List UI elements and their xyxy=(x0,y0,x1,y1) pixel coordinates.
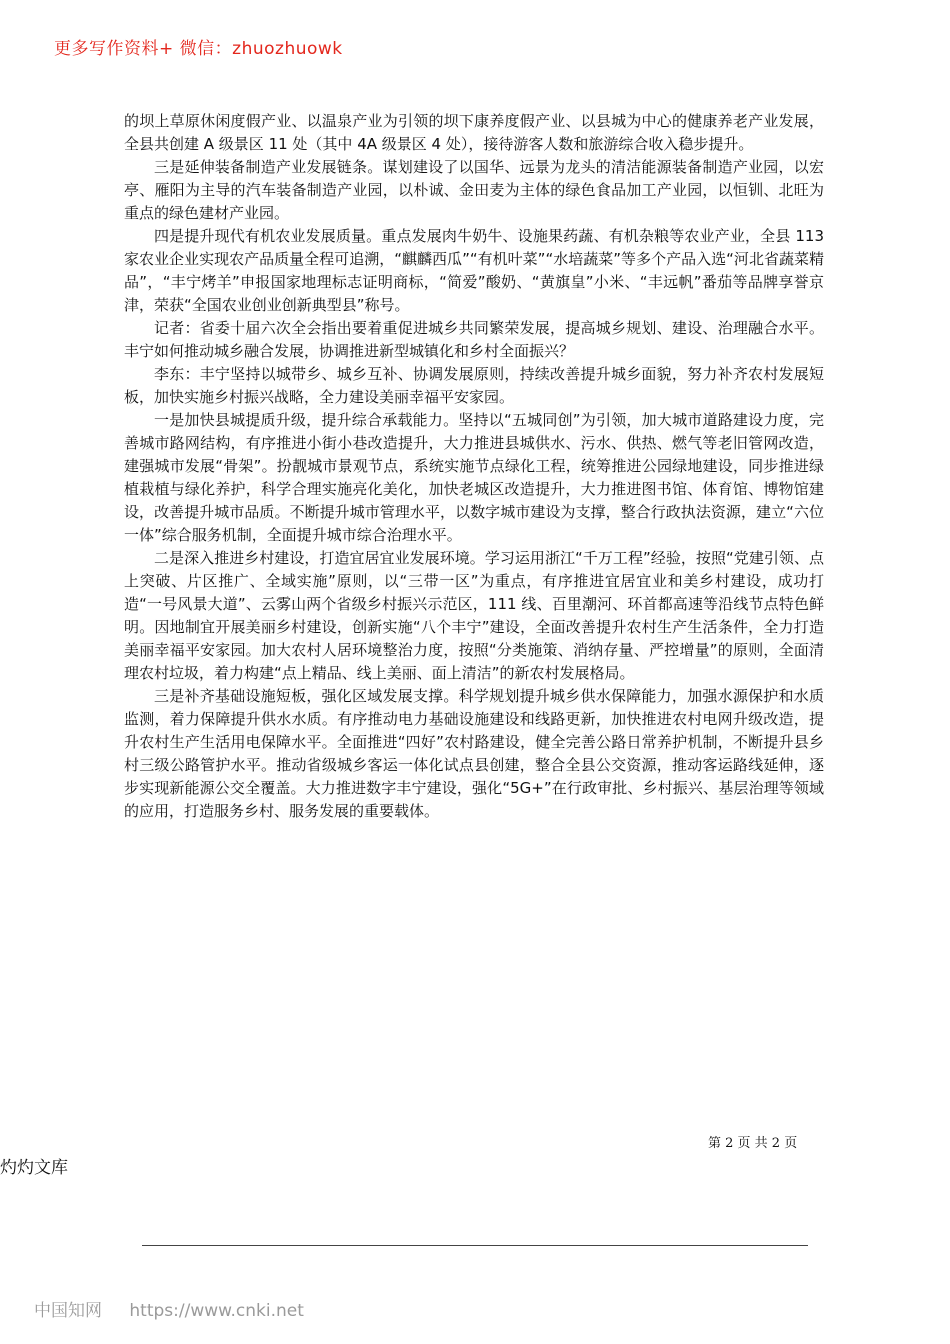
footer-watermark xyxy=(34,1296,326,1321)
article-body xyxy=(124,110,824,823)
page-number: 第 2 页 共 2 页 xyxy=(708,1136,798,1151)
article-paragraph: 四是提升现代有机农业发展质量。重点发展肉牛奶牛、设施果药蔬、有机杂粮等农业产业，全县 113 家农业企业实现农产品质量全程可追溯，“麒麟西瓜”“有机叶菜”“水培蔬菜”等多个产品入选“河北省蔬菜精品”，“丰宁烤羊”申报国家地理标志证明商标，“简爱”酸奶、“黄旗皇”小米、“丰远帆”番茄等品牌享誉京津，荣获“全国农业创业创新典型县”称号。 xyxy=(124,227,824,314)
brand-label: 灼灼文库 xyxy=(0,1158,68,1178)
article-paragraph: 的坝上草原休闲度假产业、以温泉产业为引领的坝下康养度假产业、以县城为中心的健康养老产业发展，全县共创建 A 级景区 11 处（其中 4A 级景区 4 处），接待游客人数和旅游综合收入稳步提升。 xyxy=(124,112,824,153)
article-paragraph: 三是延伸装备制造产业发展链条。谋划建设了以国华、远景为龙头的清洁能源装备制造产业园，以宏亭、雁阳为主导的汽车装备制造产业园，以朴诚、金田麦为主体的绿色食品加工产业园，以恒钏、北旺为重点的绿色建材产业园。 xyxy=(124,158,824,222)
article-paragraph: 记者：省委十届六次全会指出要着重促进城乡共同繁荣发展，提高城乡规划、建设、治理融合水平。丰宁如何推动城乡融合发展，协调推进新型城镇化和乡村全面振兴？ xyxy=(124,319,824,360)
article-paragraph: 三是补齐基础设施短板，强化区域发展支撑。科学规划提升城乡供水保障能力，加强水源保护和水质监测，着力保障提升供水水质。有序推动电力基础设施建设和线路更新，加快推进农村电网升级改造，提升农村生产生活用电保障水平。全面推进“四好”农村路建设，健全完善公路日常养护机制，不断提升县乡村三级公路管护水平。推动省级城乡客运一体化试点县创建，整合全县公交资源，推动客运路线延伸，逐步实现新能源公交全覆盖。大力推进数字丰宁建设，强化“5G+”在行政审批、乡村振兴、基层治理等领域的应用，打造服务乡村、服务发展的重要载体。 xyxy=(124,687,824,820)
article-paragraph: 一是加快县城提质升级，提升综合承载能力。坚持以“五城同创”为引领，加大城市道路建设力度，完善城市路网结构，有序推进小街小巷改造提升，大力推进县城供水、污水、供热、燃气等老旧管网改造，建强城市发展“骨架”。扮靓城市景观节点，系统实施节点绿化工程，统筹推进公园绿地建设，同步推进绿植栽植与绿化养护，科学合理实施亮化美化，加快老城区改造提升，大力推进图书馆、体育馆、博物馆建设，改善提升城市品质。不断提升城市管理水平，以数字城市建设为支撑，整合行政执法资源，建立“六位一体”综合服务机制，全面提升城市综合治理水平。 xyxy=(124,411,824,544)
footer-site-name: 中国知网 xyxy=(34,1301,102,1321)
article-paragraph: 二是深入推进乡村建设，打造宜居宜业发展环境。学习运用浙江“千万工程”经验，按照“党建引领、点上突破、片区推广、全域实施”原则，以“三带一区”为重点，有序推进宜居宜业和美乡村建设，成功打造“一号风景大道”、云雾山两个省级乡村振兴示范区，111 线、百里潮河、环首都高速等沿线节点特色鲜明。因地制宜开展美丽乡村建设，创新实施“八个丰宁”建设，全面改善提升农村生产生活条件，全力打造美丽幸福平安家园。加大农村人居环境整治力度，按照“分类施策、消纳存量、严控增量”的原则，全面清理农村垃圾，着力构建“点上精品、线上美丽、面上清洁”的新农村发展格局。 xyxy=(124,549,824,682)
article-paragraph: 李东：丰宁坚持以城带乡、城乡互补、协调发展原则，持续改善提升城乡面貌，努力补齐农村发展短板，加快实施乡村振兴战略，全力建设美丽幸福平安家园。 xyxy=(124,365,824,406)
promo-banner: 更多写作资料+ 微信：zhuozhuowk xyxy=(54,39,343,59)
footer-url[interactable]: https://www.cnki.net xyxy=(129,1301,304,1321)
footer-divider xyxy=(142,1245,808,1246)
